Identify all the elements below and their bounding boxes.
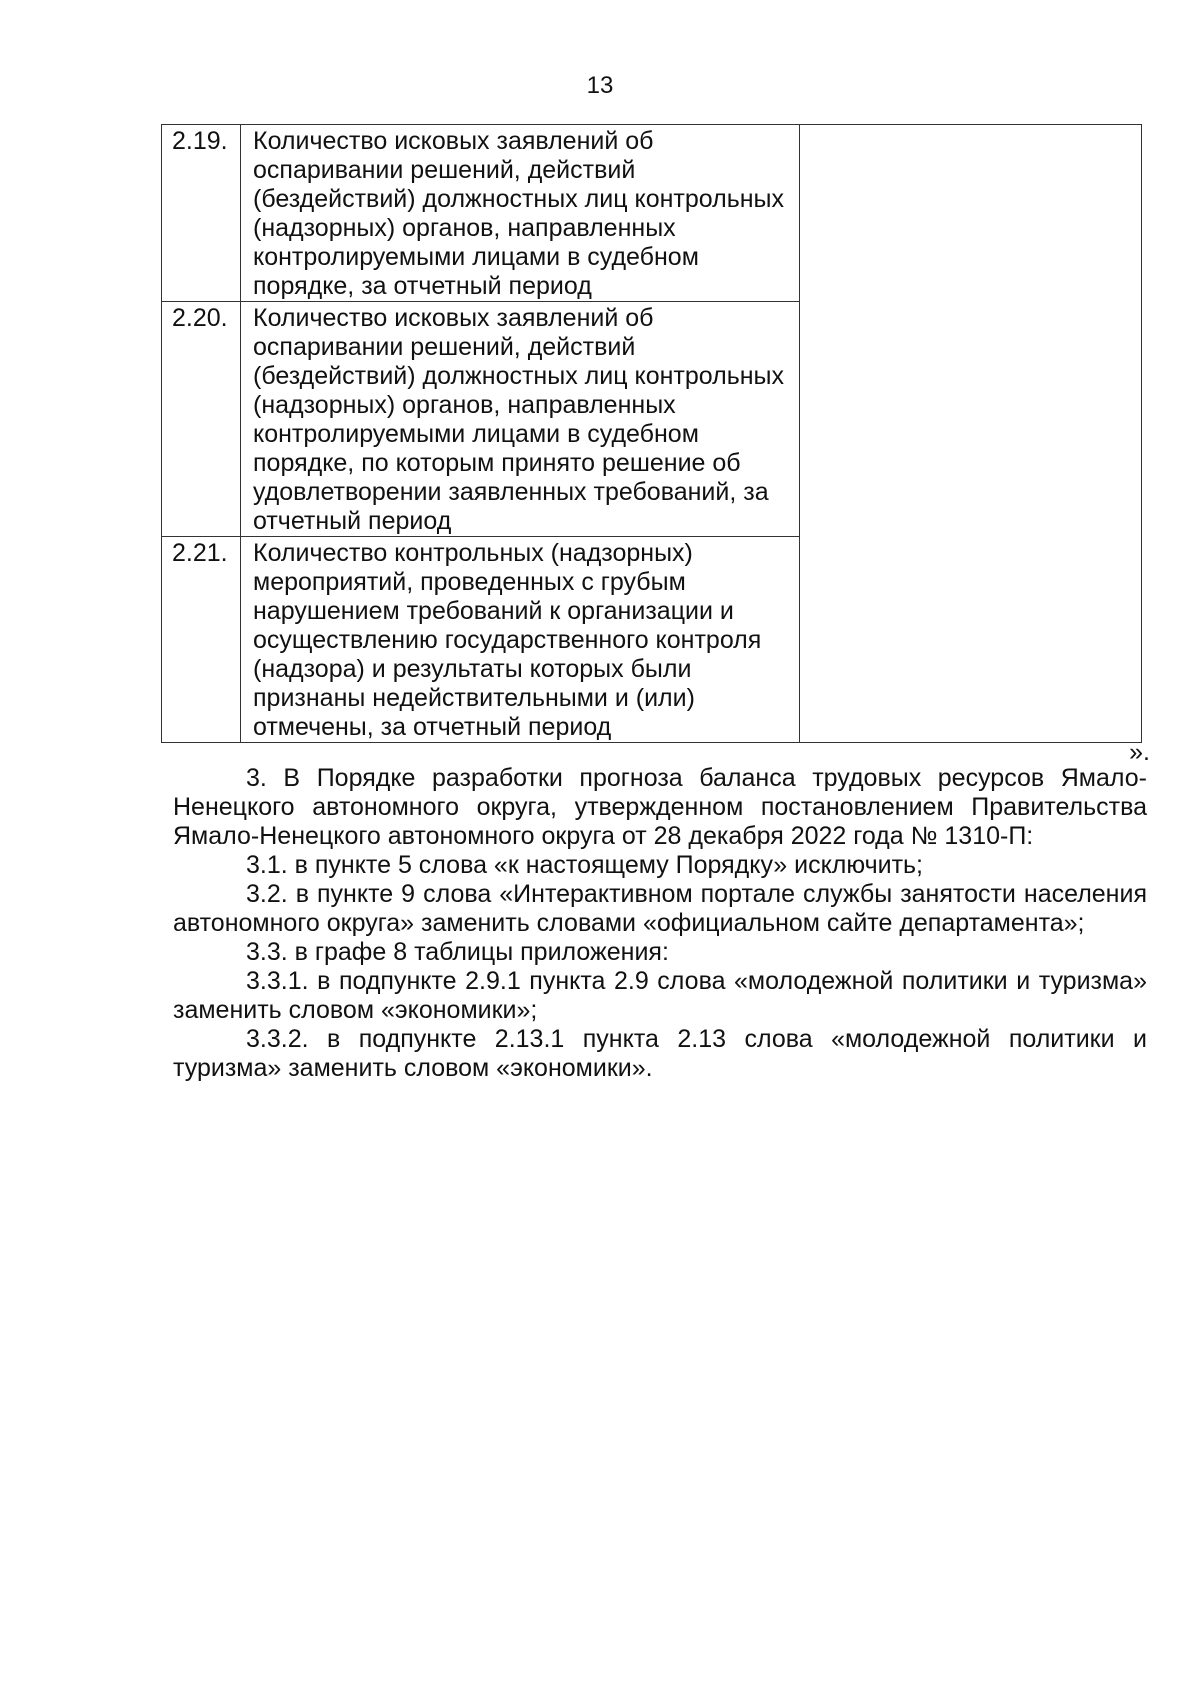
table-row (162, 537, 1142, 743)
paragraph: 3.3.1. в подпункте 2.9.1 пункта 2.9 слова «молодежной политики и туризма» заменить словом «экономики»; (173, 967, 1147, 1024)
closing-quote: ». (1129, 738, 1150, 766)
row-number: 2.19. (162, 125, 241, 302)
row-value-cell (800, 537, 1142, 743)
row-description: Количество контрольных (надзорных) мероприятий, проведенных с грубым нарушением требований к организации и осуществлению государственного контроля (надзора) и результаты которых были признаны недействительными и (или) отмечены, за отчетный период (241, 537, 800, 743)
page-number: 13 (586, 72, 614, 99)
paragraph: 3.2. в пункте 9 слова «Интерактивном портале службы занятости населения автономного округа» заменить словами «официальном сайте департамента»; (173, 880, 1147, 937)
row-number: 2.20. (162, 302, 241, 537)
table-row (162, 125, 1142, 302)
row-description: Количество исковых заявлений об оспаривании решений, действий (бездействий) должностных лиц контрольных (надзорных) органов, направленных контролируемыми лицами в судебном порядке, за отчетный период (241, 125, 800, 302)
row-value-cell (800, 125, 1142, 302)
indicator-table (161, 124, 1142, 743)
paragraph: 3. В Порядке разработки прогноза баланса трудовых ресурсов Ямало-Ненецкого автономного округа, утвержденном постановлением Правительства Ямало-Ненецкого автономного округа от 28 декабря 2022 года № 1310-П: (173, 764, 1147, 850)
paragraph: 3.1. в пункте 5 слова «к настоящему Порядку» исключить; (246, 851, 923, 879)
table-row (162, 302, 1142, 537)
paragraph: 3.3.2. в подпункте 2.13.1 пункта 2.13 слова «молодежной политики и туризма» заменить словом «экономики». (173, 1025, 1147, 1082)
paragraph: 3.3. в графе 8 таблицы приложения: (246, 938, 669, 966)
row-value-cell (800, 302, 1142, 537)
amendment-text (173, 764, 1147, 1083)
row-description: Количество исковых заявлений об оспаривании решений, действий (бездействий) должностных лиц контрольных (надзорных) органов, направленных контролируемыми лицами в судебном порядке, по которым принято решение об удовлетворении заявленных требований, за отчетный период (241, 302, 800, 537)
row-number: 2.21. (162, 537, 241, 743)
